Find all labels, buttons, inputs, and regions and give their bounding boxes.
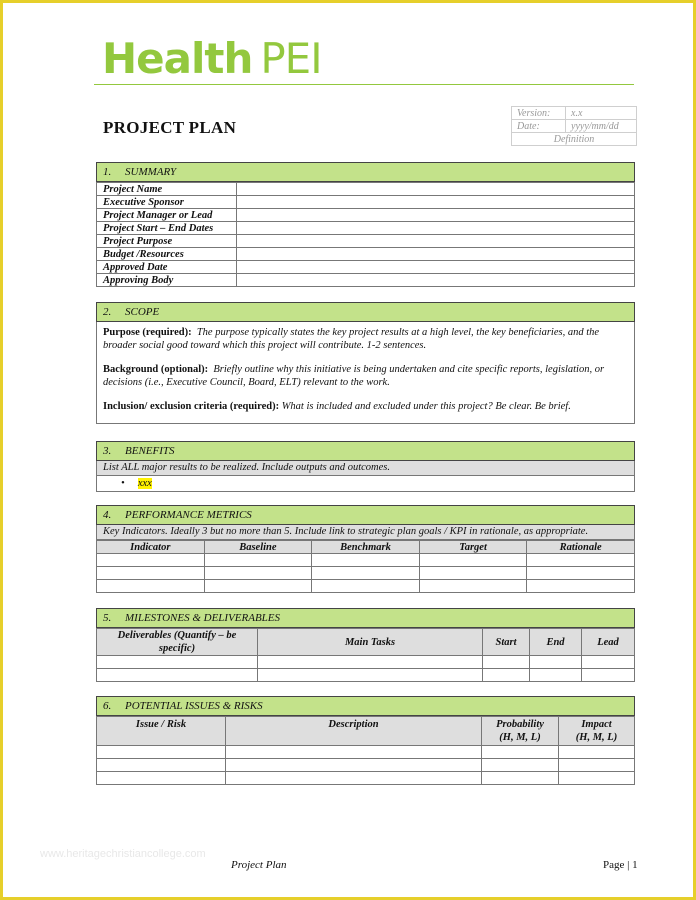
risks-header [96, 696, 635, 716]
col-end: End [530, 629, 582, 656]
table-cell[interactable] [559, 746, 635, 759]
table-cell[interactable] [419, 580, 527, 593]
col-baseline: Baseline [204, 541, 312, 554]
col-impact [559, 717, 635, 746]
milestones-header [96, 608, 635, 628]
col-lead: Lead [582, 629, 635, 656]
purpose-label: Purpose (required): [103, 327, 192, 338]
section-heading: POTENTIAL ISSUES & RISKS [125, 700, 263, 712]
table-cell[interactable] [482, 759, 559, 772]
table-cell[interactable] [530, 669, 582, 682]
table-cell[interactable] [419, 567, 527, 580]
summary-label: Budget /Resources [97, 248, 237, 261]
summary-section [96, 162, 635, 287]
risks-table [96, 716, 635, 785]
summary-value-cell[interactable] [237, 274, 635, 287]
summary-value-cell[interactable] [237, 183, 635, 196]
table-cell[interactable] [482, 746, 559, 759]
table-cell[interactable] [97, 772, 226, 785]
table-row [97, 235, 635, 248]
table-row [97, 222, 635, 235]
table-cell[interactable] [312, 567, 420, 580]
summary-label: Project Purpose [97, 235, 237, 248]
table-cell[interactable] [483, 656, 530, 669]
table-cell[interactable] [97, 669, 258, 682]
table-cell[interactable] [97, 746, 226, 759]
summary-value-cell[interactable] [237, 235, 635, 248]
col-indicator: Indicator [97, 541, 205, 554]
purpose-text: The purpose typically states the key project results at a high level, the key beneficiaries, and the broader social good toward which this project will contribute. 1-2 sentences. [103, 327, 600, 351]
date-value[interactable]: yyyy/mm/dd [566, 120, 637, 133]
col-start: Start [483, 629, 530, 656]
table-row [97, 656, 635, 669]
bullet-point: • [121, 478, 125, 489]
summary-label: Approving Body [97, 274, 237, 287]
table-cell[interactable] [226, 759, 482, 772]
section-heading: SCOPE [125, 306, 160, 318]
table-row [97, 759, 635, 772]
table-cell[interactable] [530, 656, 582, 669]
section-heading: MILESTONES & DELIVERABLES [125, 612, 281, 624]
table-row [97, 209, 635, 222]
date-label: Date: [512, 120, 566, 133]
table-row [97, 196, 635, 209]
col-description: Description [226, 717, 482, 746]
table-cell[interactable] [527, 567, 635, 580]
table-cell[interactable] [312, 554, 420, 567]
logo-health: Health [102, 34, 253, 83]
scope-body[interactable] [96, 322, 635, 424]
impact-label: Impact [581, 719, 612, 730]
table-row [97, 580, 635, 593]
inclusion-label: Inclusion/ exclusion criteria (required): [103, 401, 280, 412]
summary-value-cell[interactable] [237, 261, 635, 274]
scope-section [96, 302, 635, 424]
col-target: Target [419, 541, 527, 554]
summary-label: Project Name [97, 183, 237, 196]
table-row [97, 567, 635, 580]
scope-purpose [103, 326, 628, 352]
version-box [511, 106, 637, 146]
table-cell[interactable] [258, 656, 483, 669]
table-cell[interactable] [97, 567, 205, 580]
table-row [97, 772, 635, 785]
table-cell[interactable] [559, 759, 635, 772]
table-row [97, 669, 635, 682]
summary-value-cell[interactable] [237, 209, 635, 222]
table-cell[interactable] [204, 554, 312, 567]
table-cell[interactable] [482, 772, 559, 785]
version-value[interactable]: x.x [566, 107, 637, 120]
section-number: 2. [103, 306, 112, 318]
section-heading: SUMMARY [125, 166, 177, 178]
section-number: 5. [103, 612, 112, 624]
table-header-row [97, 541, 635, 554]
background-text: Briefly outline why this initiative is being undertaken and cite specific reports, legislation, or decisions (i.e., Executive Council, Board, ELT) relevant to the work. [103, 364, 605, 388]
benefits-header [96, 441, 635, 461]
health-pei-logo [102, 34, 322, 83]
section-number: 1. [103, 166, 112, 178]
table-cell[interactable] [258, 669, 483, 682]
table-cell[interactable] [97, 656, 258, 669]
section-number: 4. [103, 509, 112, 521]
col-probability [482, 717, 559, 746]
table-row [97, 261, 635, 274]
milestones-table [96, 628, 635, 682]
col-issue-risk: Issue / Risk [97, 717, 226, 746]
logo-divider [94, 84, 634, 85]
table-row [97, 554, 635, 567]
col-rationale: Rationale [527, 541, 635, 554]
section-number: 6. [103, 700, 112, 712]
table-cell[interactable] [559, 772, 635, 785]
metrics-instruction: Key Indicators. Ideally 3 but no more than 5. Include link to strategic plan goals / KPI in rationale, as appropriate. [96, 525, 635, 540]
summary-label: Approved Date [97, 261, 237, 274]
table-cell[interactable] [483, 669, 530, 682]
scope-header [96, 302, 635, 322]
page-title: PROJECT PLAN [103, 118, 237, 137]
risks-section [96, 696, 635, 785]
table-cell[interactable] [312, 580, 420, 593]
summary-table [96, 182, 635, 287]
scope-inclusion [103, 400, 628, 413]
col-benchmark: Benchmark [312, 541, 420, 554]
version-label: Version: [512, 107, 566, 120]
table-cell[interactable] [582, 656, 635, 669]
probability-scale: (H, M, L) [499, 732, 541, 743]
table-cell[interactable] [582, 669, 635, 682]
scope-background [103, 363, 628, 389]
table-row [97, 248, 635, 261]
metrics-section [96, 505, 635, 593]
benefits-instruction: List ALL major results to be realized. Include outputs and outcomes. [96, 461, 635, 476]
table-row [97, 274, 635, 287]
watermark: www.heritagechristiancollege.com [40, 848, 206, 860]
benefit-item-text: xxx [137, 478, 152, 489]
col-main-tasks: Main Tasks [258, 629, 483, 656]
table-cell[interactable] [97, 580, 205, 593]
table-header-row [97, 629, 635, 656]
summary-label: Project Manager or Lead [97, 209, 237, 222]
section-number: 3. [103, 445, 112, 457]
table-cell[interactable] [97, 759, 226, 772]
table-cell[interactable] [527, 580, 635, 593]
col-deliverables: Deliverables (Quantify – be specific) [97, 629, 258, 656]
section-heading: BENEFITS [125, 445, 175, 457]
table-cell[interactable] [527, 554, 635, 567]
inclusion-text: What is included and excluded under this project? Be clear. Be brief. [281, 401, 571, 412]
table-header-row [97, 717, 635, 746]
table-cell[interactable] [226, 746, 482, 759]
summary-label: Project Start – End Dates [97, 222, 237, 235]
background-label: Background (optional): [103, 364, 209, 375]
logo-pei: PEI [260, 34, 322, 83]
summary-value-cell[interactable] [237, 196, 635, 209]
summary-value-cell[interactable] [237, 248, 635, 261]
definition-cell[interactable]: Definition [512, 133, 637, 146]
table-row [97, 746, 635, 759]
summary-label: Executive Sponsor [97, 196, 237, 209]
benefits-list-item[interactable] [96, 476, 635, 492]
milestones-section [96, 608, 635, 682]
probability-label: Probability [496, 719, 544, 730]
table-cell[interactable] [97, 554, 205, 567]
table-cell[interactable] [419, 554, 527, 567]
page-number: Page | 1 [603, 859, 638, 871]
summary-value-cell[interactable] [237, 222, 635, 235]
section-heading: PERFORMANCE METRICS [125, 509, 252, 521]
metrics-header [96, 505, 635, 525]
table-cell[interactable] [226, 772, 482, 785]
impact-scale: (H, M, L) [575, 732, 618, 743]
summary-header [96, 162, 635, 182]
footer-title: Project Plan [231, 859, 287, 871]
table-row [97, 183, 635, 196]
table-cell[interactable] [204, 580, 312, 593]
benefits-section [96, 441, 635, 492]
metrics-table [96, 540, 635, 593]
table-cell[interactable] [204, 567, 312, 580]
